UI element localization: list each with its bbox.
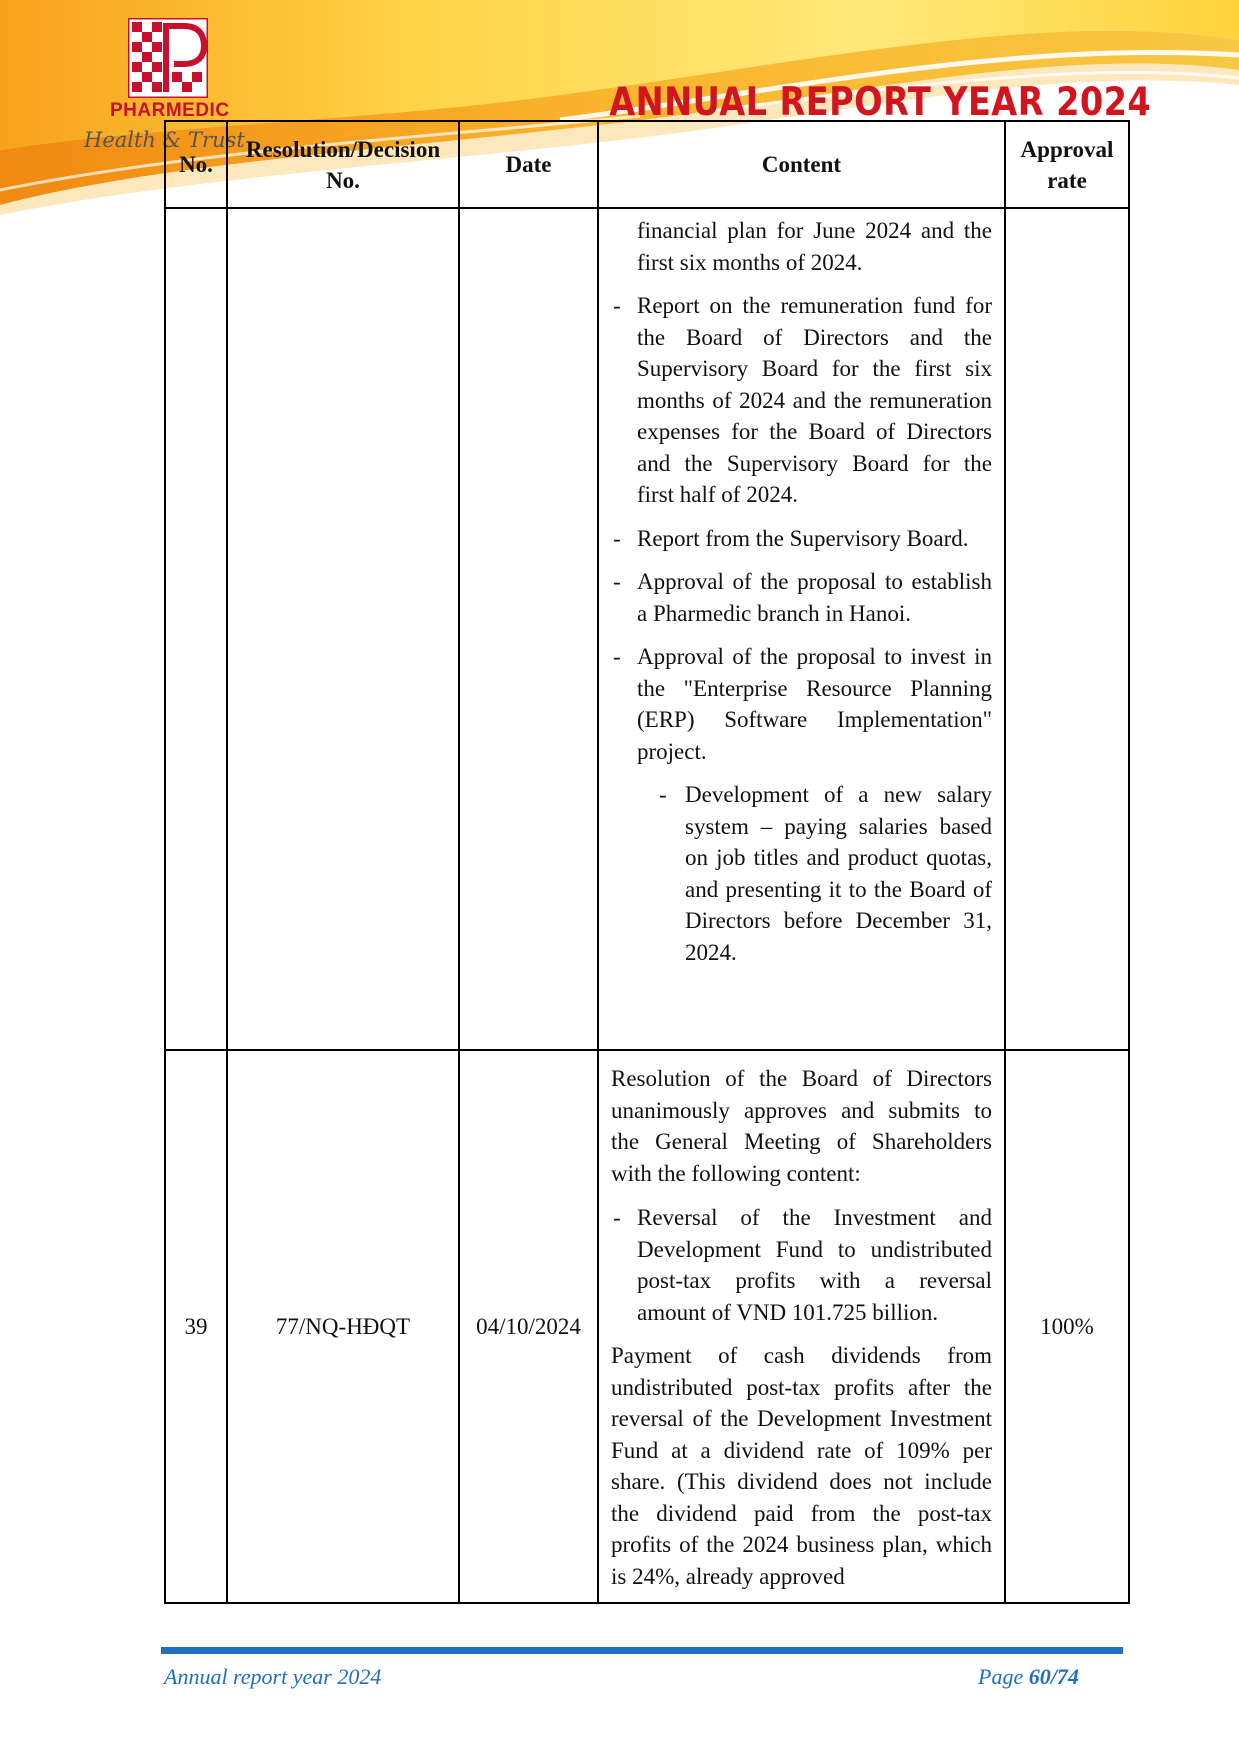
header-no: No.	[165, 121, 227, 208]
cell-no	[165, 208, 227, 1050]
report-title: ANNUAL REPORT YEAR 2024	[609, 80, 1151, 125]
table-row	[165, 208, 1129, 1050]
list-item: - Report from the Supervisory Board.	[611, 523, 992, 555]
table-header-row	[165, 121, 1129, 208]
header-content: Content	[598, 121, 1005, 208]
page-label: Page	[978, 1664, 1029, 1689]
footer-page-number	[978, 1664, 1079, 1690]
continued-text: financial plan for June 2024 and the first six months of 2024.	[637, 218, 992, 275]
list-item: - Approval of the proposal to establish a Pharmedic branch in Hanoi.	[611, 566, 992, 629]
brand-name: PHARMEDIC	[110, 100, 230, 121]
resolutions-table	[164, 120, 1130, 1604]
cell-date	[459, 208, 598, 1050]
cell-resolution-no	[227, 208, 459, 1050]
cell-content	[598, 208, 1005, 1050]
content-intro: Resolution of the Board of Directors unanimously approves and submits to the General Meeting of Shareholders with the following content:	[611, 1066, 992, 1186]
header-date: Date	[459, 121, 598, 208]
cell-resolution-no: 77/NQ-HĐQT	[227, 1050, 459, 1603]
page-number: 60/74	[1028, 1664, 1079, 1689]
table-row	[165, 1050, 1129, 1603]
cell-approval-rate	[1005, 208, 1129, 1050]
cell-content	[598, 1050, 1005, 1603]
footer-report-name: Annual report year 2024	[164, 1664, 382, 1689]
sub-list-item: - Development of a new salary system – paying salaries based on job titles and product quotas, and presenting it to the Board of Directors before December 31, 2024.	[611, 779, 992, 968]
content-paragraph: Payment of cash dividends from undistributed post-tax profits after the reversal of the Development Investment Fund at a dividend rate of 109% per share. (This dividend does not include the dividend paid from the post-tax profits of the 2024 business plan, which is 24%, already approved	[611, 1343, 992, 1589]
brand-tagline: Health & Trust	[84, 128, 245, 152]
header-approval-rate: Approval rate	[1005, 121, 1129, 208]
list-item: - Report on the remuneration fund for the Board of Directors and the Supervisory Board for the first six months of 2024 and the remuneration expenses for the Board of Directors and the Supervisory Board for the first half of 2024.	[611, 290, 992, 511]
list-item: - Approval of the proposal to invest in the "Enterprise Resource Planning (ERP) Software Implementation" project.	[611, 641, 992, 767]
pharmedic-logo	[128, 18, 208, 98]
cell-approval-rate: 100%	[1005, 1050, 1129, 1603]
footer-divider	[161, 1647, 1123, 1654]
content-list	[611, 290, 992, 968]
cell-no: 39	[165, 1050, 227, 1603]
cell-date: 04/10/2024	[459, 1050, 598, 1603]
header-resolution-no: Resolution/Decision No.	[227, 121, 459, 208]
content-list	[611, 1202, 992, 1328]
list-item: - Reversal of the Investment and Development Fund to undistributed post-tax profits with a reversal amount of VND 101.725 billion.	[611, 1202, 992, 1328]
